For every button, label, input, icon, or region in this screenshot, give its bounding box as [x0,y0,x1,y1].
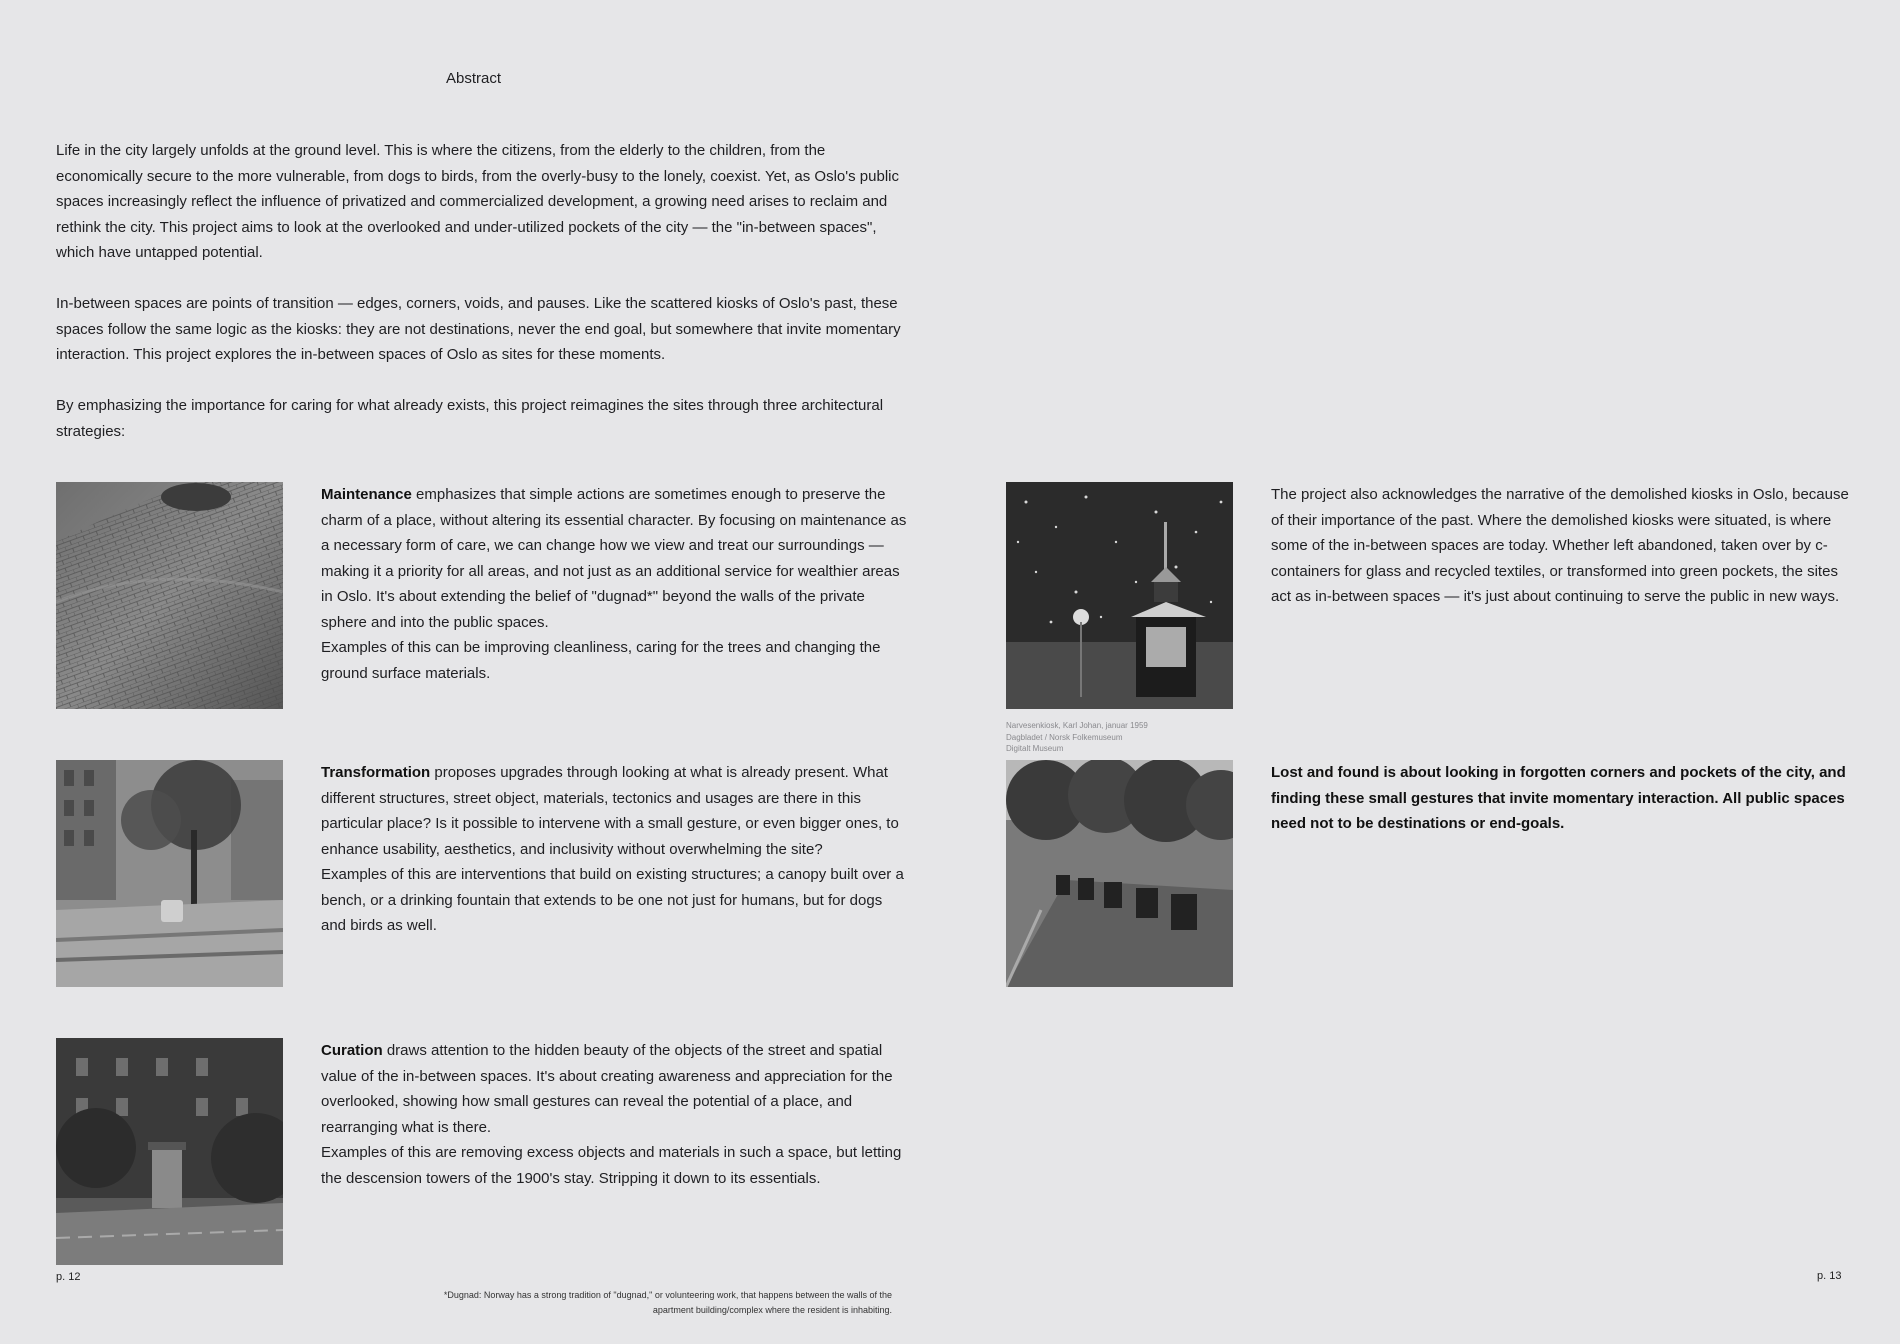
ivy-building-photo [56,1038,283,1265]
strategy-body: emphasizes that simple actions are sometimes enough to preserve the charm of a place, without altering its essential character. By focusing on maintenance as a necessary form of care, we can change how we view and treat our surroundings — making it a priority for all areas, and not just as an additional service for wealthier areas in Oslo. It's about extending the belief of "dugnad*" beyond the walls of the private sphere and into the public spaces. [321,486,907,631]
footnote: *Dugnad: Norway has a strong tradition of "dugnad," or volunteering work, that happens between the walls of the apartment building/complex where the resident is inhabiting. [443,1290,892,1315]
page-number-right: p. 13 [1817,1270,1842,1282]
intro-paragraph-1: Life in the city largely unfolds at the ground level. This is where the citizens, from the elderly to the children, from the economically secure to the more vulnerable, from dogs to birds, from the overly-busy to the lonely, coexist. Yet, as Oslo's public spaces increasingly reflect the influence of privatized and commercialized development, a growing need arises to reclaim and rethink the city. This project aims to look at the overlooked and under-utilized pockets of the city — the "in-between spaces", which have untapped potential. [56,142,899,261]
right-paragraph: The project also acknowledges the narrative of the demolished kiosks in Oslo, because of their importance of the past. Where the demolished kiosks were situated, is where some of the in-between spaces are today. Whether left abandoned, taken over by c-containers for glass and recycled textiles, or transformed into green pockets, the sites act as in-between spaces — it's just about continuing to serve the public in new ways. [1271,486,1849,605]
strategy-body: proposes upgrades through looking at what is already present. What different structures, street object, materials, tectonics and usages are there in this particular place? Is it possible to intervene with a small gesture, or even bigger ones, to enhance usability, aesthetics, and inclusivity without overwhelming the site? [321,764,899,858]
right-statement: Lost and found is about looking in forgotten corners and pockets of the city, and finding these small gestures that invite momentary interaction. All public spaces need not to be destinations or end-goals. [1271,764,1846,832]
strategy-transformation [321,760,911,939]
caption-line: Digitalt Museum [1006,744,1064,753]
strategy-examples: Examples of this are removing excess objects and materials in such a space, but letting the descension towers of the 1900's stay. Stripping it down to its essentials. [321,1144,902,1187]
caption-line: Dagbladet / Norsk Folkemuseum [1006,732,1123,742]
benches-street-photo [1006,760,1233,987]
strategy-title: Transformation [321,764,431,781]
strategy-maintenance [321,482,911,686]
courtyard-photo [56,760,283,987]
cobblestone-photo [56,482,283,709]
caption-line: Narvesenkiosk, Karl Johan, januar 1959 [1006,721,1148,730]
strategy-curation [321,1038,911,1191]
photo-caption [1006,720,1246,755]
intro-paragraph-3: By emphasizing the importance for caring for what already exists, this project reimagines the sites through three architectural strategies: [56,397,884,440]
intro-paragraph-2: In-between spaces are points of transition — edges, corners, voids, and pauses. Like the scattered kiosks of Oslo's past, these spaces follow the same logic as the kiosks: they are not destinations, never the end goal, but somewhere that invite momentary interaction. This project explores the in-between spaces of Oslo as sites for these moments. [56,295,901,363]
strategy-body: draws attention to the hidden beauty of the objects of the street and spatial value of the in-between spaces. It's about creating awareness and appreciation for the overlooked, showing how small gestures can reveal the potential of a place, and rearranging what is there. [321,1042,893,1136]
page-title: Abstract [446,70,502,87]
page-number-left: p. 12 [56,1271,81,1283]
kiosk-snow-photo [1006,482,1233,709]
strategy-title: Curation [321,1042,383,1059]
strategy-examples: Examples of this are interventions that build on existing structures; a canopy built over a bench, or a drinking fountain that extends to be one not just for humans, but for dogs and birds as well. [321,866,904,934]
strategy-examples: Examples of this can be improving cleanliness, caring for the trees and changing the ground surface materials. [321,639,881,682]
strategy-title: Maintenance [321,486,412,503]
